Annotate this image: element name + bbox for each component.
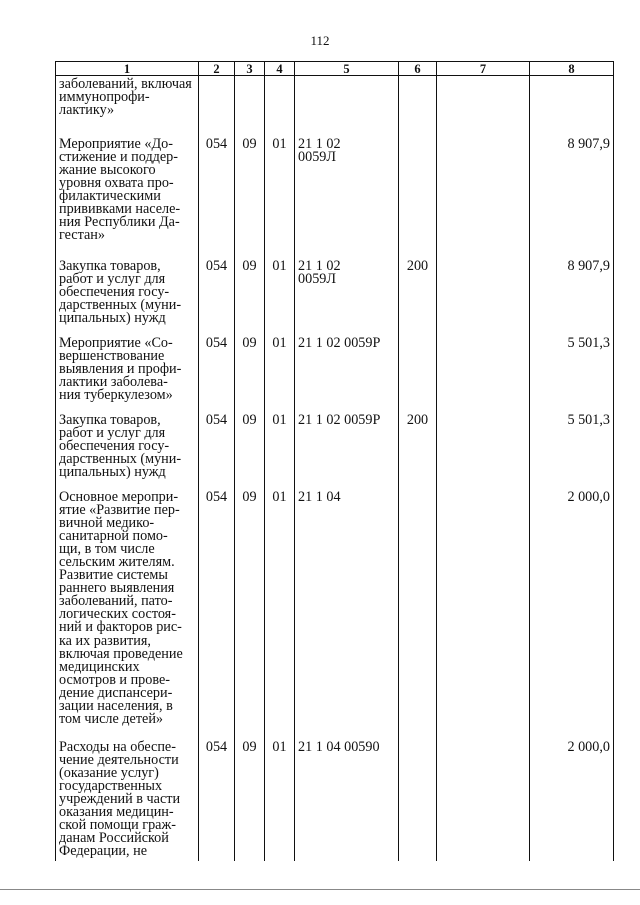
table-row (56, 491, 614, 741)
row-target-article (295, 76, 399, 138)
row-subsection-code (265, 76, 295, 138)
row-name: Мероприятие «Со- вершенствование выявления и профи- лактики заболева- ния туберкулезом» (56, 337, 199, 414)
row-section-code: 09 (235, 260, 265, 337)
row-section-code: 09 (235, 138, 265, 260)
row-amount (530, 76, 614, 138)
row-amount: 8 907,9 (530, 260, 614, 337)
row-expense-type (399, 76, 437, 138)
row-target-article: 21 1 02 0059Л (295, 138, 399, 260)
row-col-7 (437, 337, 530, 414)
row-section-code: 09 (235, 491, 265, 741)
table-row (56, 76, 614, 138)
row-ministry-code: 054 (199, 138, 235, 260)
row-name: Мероприятие «До- стижение и поддер- жание высокого уровня охвата про- филактическими прививками населе- ния Республики Да- гестан» (56, 138, 199, 260)
row-target-article: 21 1 02 0059Р (295, 414, 399, 491)
row-section-code: 09 (235, 337, 265, 414)
row-subsection-code: 01 (265, 414, 295, 491)
row-col-7 (437, 260, 530, 337)
header-col-6: 6 (399, 62, 437, 76)
row-expense-type: 200 (399, 260, 437, 337)
table-row (56, 414, 614, 491)
table-row (56, 741, 614, 861)
row-col-7 (437, 138, 530, 260)
row-ministry-code (199, 76, 235, 138)
row-name: Расходы на обеспе- чение деятельности (оказание услуг) государственных учреждений в части оказания медицин- ской помощи граж- данам Российской Федерации, не (56, 741, 199, 861)
row-subsection-code: 01 (265, 741, 295, 861)
header-col-5: 5 (295, 62, 399, 76)
header-col-7: 7 (437, 62, 530, 76)
header-col-2: 2 (199, 62, 235, 76)
row-name: Основное меропри- ятие «Развитие пер- вичной медико- санитарной помо- щи, в том числе сельским жителям. Развитие системы раннего выявления заболеваний, пато- логических состоя- ний и факторов рис- ка их развития, включая проведение медицинских осмотров и прове- дение диспансери- зации населения, в том числе детей» (56, 491, 199, 741)
header-col-8: 8 (530, 62, 614, 76)
row-name: Закупка товаров, работ и услуг для обеспечения госу- дарственных (муни- ципальных) нужд (56, 260, 199, 337)
row-col-7 (437, 491, 530, 741)
header-col-1: 1 (56, 62, 199, 76)
row-section-code: 09 (235, 414, 265, 491)
row-target-article: 21 1 02 0059Р (295, 337, 399, 414)
row-ministry-code: 054 (199, 741, 235, 861)
table-row (56, 260, 614, 337)
page-number: 112 (310, 33, 330, 48)
row-col-7 (437, 76, 530, 138)
row-subsection-code: 01 (265, 491, 295, 741)
row-amount: 5 501,3 (530, 414, 614, 491)
row-col-7 (437, 414, 530, 491)
row-target-article: 21 1 02 0059Л (295, 260, 399, 337)
row-subsection-code: 01 (265, 337, 295, 414)
row-name: Закупка товаров, работ и услуг для обеспечения госу- дарственных (муни- ципальных) нужд (56, 414, 199, 491)
row-target-article: 21 1 04 (295, 491, 399, 741)
row-section-code: 09 (235, 741, 265, 861)
row-ministry-code: 054 (199, 337, 235, 414)
row-ministry-code: 054 (199, 491, 235, 741)
header-col-3: 3 (235, 62, 265, 76)
table-row (56, 138, 614, 260)
row-amount: 2 000,0 (530, 491, 614, 741)
row-ministry-code: 054 (199, 260, 235, 337)
page-bottom-divider (0, 889, 640, 890)
row-amount: 8 907,9 (530, 138, 614, 260)
budget-table (55, 61, 614, 861)
row-name: заболеваний, включая иммунопрофи- лактику» (56, 76, 199, 138)
row-expense-type (399, 138, 437, 260)
row-expense-type (399, 337, 437, 414)
row-expense-type (399, 491, 437, 741)
row-col-7 (437, 741, 530, 861)
row-section-code (235, 76, 265, 138)
row-amount: 2 000,0 (530, 741, 614, 861)
table-row (56, 337, 614, 414)
row-target-article: 21 1 04 00590 (295, 741, 399, 861)
row-subsection-code: 01 (265, 260, 295, 337)
header-row (56, 62, 614, 76)
row-expense-type (399, 741, 437, 861)
header-col-4: 4 (265, 62, 295, 76)
row-ministry-code: 054 (199, 414, 235, 491)
row-expense-type: 200 (399, 414, 437, 491)
row-amount: 5 501,3 (530, 337, 614, 414)
row-subsection-code: 01 (265, 138, 295, 260)
